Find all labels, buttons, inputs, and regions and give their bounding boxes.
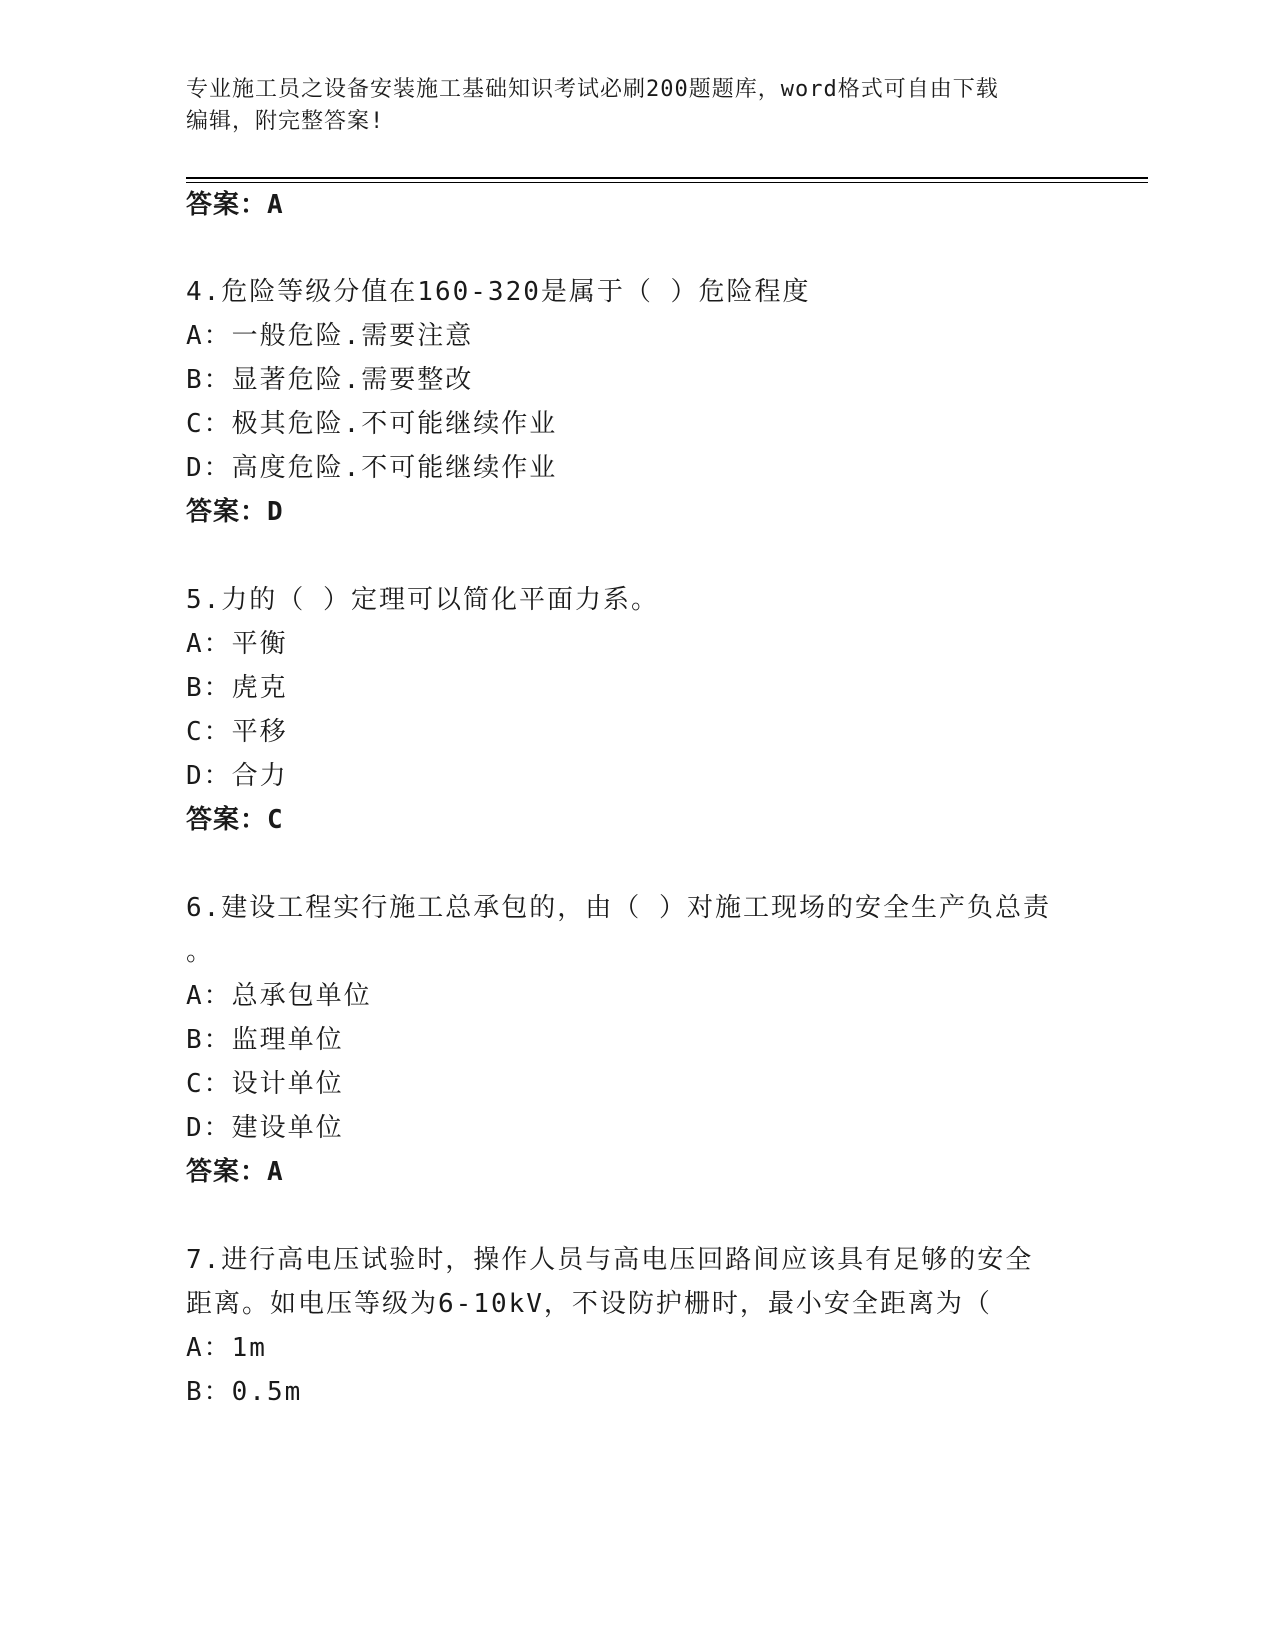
header-line-1: 专业施工员之设备安装施工基础知识考试必刷200题题库，word格式可自由下载 [186, 77, 999, 102]
header-divider [186, 177, 1148, 179]
question-5: 5.力的（ ）定理可以简化平面力系。 [186, 585, 659, 615]
q4-answer: 答案：D [186, 497, 284, 527]
q5-option-b: B：虎克 [186, 673, 288, 703]
previous-answer: 答案：A [186, 190, 284, 220]
q5-option-c: C：平移 [186, 717, 288, 747]
q6-option-b: B：监理单位 [186, 1025, 344, 1055]
q4-option-a: A：一般危险.需要注意 [186, 321, 474, 351]
question-7-line-1: 7.进行高电压试验时，操作人员与高电压回路间应该具有足够的安全 [186, 1245, 1034, 1275]
header-line-2: 编辑，附完整答案! [186, 109, 385, 134]
question-4: 4.危险等级分值在160-320是属于（ ）危险程度 [186, 277, 811, 307]
header-divider-thin [186, 182, 1148, 183]
question-6-line-2: 。 [186, 937, 215, 967]
q4-option-c: C：极其危险.不可能继续作业 [186, 409, 558, 439]
q7-option-b: B：0.5m [186, 1377, 303, 1407]
q7-option-a: A：1m [186, 1333, 267, 1363]
q6-answer: 答案：A [186, 1157, 284, 1187]
q4-option-b: B：显著危险.需要整改 [186, 365, 474, 395]
q4-option-d: D：高度危险.不可能继续作业 [186, 453, 558, 483]
q5-option-d: D：合力 [186, 761, 288, 791]
document-header [186, 74, 1086, 138]
question-7-line-2: 距离。如电压等级为6-10kV，不设防护栅时，最小安全距离为（ [186, 1289, 992, 1319]
q5-answer: 答案：C [186, 805, 284, 835]
q5-option-a: A：平衡 [186, 629, 288, 659]
q6-option-c: C：设计单位 [186, 1069, 344, 1099]
question-6-line-1: 6.建设工程实行施工总承包的，由（ ）对施工现场的安全生产负总责 [186, 893, 1051, 923]
q6-option-d: D：建设单位 [186, 1113, 344, 1143]
q6-option-a: A：总承包单位 [186, 981, 372, 1011]
